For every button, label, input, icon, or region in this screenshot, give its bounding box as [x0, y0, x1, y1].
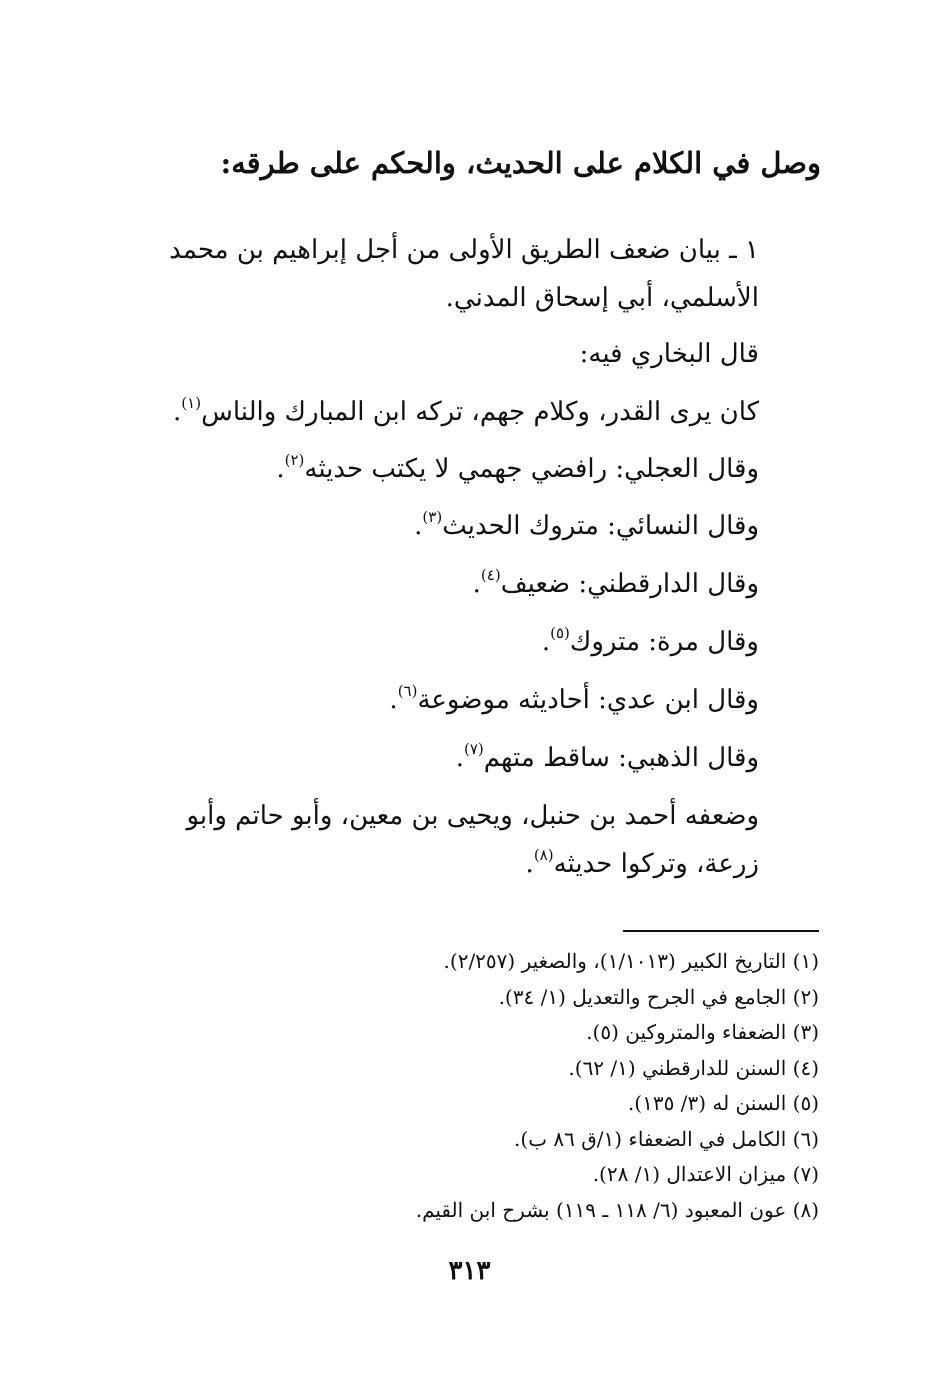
- paragraph-3: [118, 388, 821, 436]
- paragraph-text: قال البخاري فيه:: [579, 339, 759, 369]
- paragraph-4: [118, 445, 821, 493]
- footnote-item: (٢) الجامع في الجرح والتعديل (١/ ٣٤).: [498, 984, 819, 1009]
- sentence-end: .: [389, 685, 398, 715]
- paragraph-text: وقال مرة: متروك: [569, 627, 759, 657]
- paragraph-text: وقال الدارقطني: ضعيف: [500, 569, 759, 599]
- paragraph-10: [118, 792, 821, 888]
- footnote-ref[interactable]: (٣): [422, 508, 443, 526]
- paragraph-text: وقال الذهبي: ساقط متهم: [483, 743, 759, 773]
- sentence-end: .: [525, 849, 534, 879]
- footnote-ref[interactable]: (٨): [533, 846, 554, 864]
- footnote-item: (٥) السنن له (٣/ ١٣٥).: [627, 1091, 819, 1115]
- paragraph-text: ١ ـ بيان ضعف الطريق الأولى من أجل إبراهيم بن محمد الأسلمي، أبي إسحاق المدني.: [169, 235, 759, 313]
- paragraph-8: [118, 676, 821, 724]
- paragraph-text: وقال ابن عدي: أحاديثه موضوعة: [417, 685, 759, 715]
- paragraph-7: [118, 618, 821, 666]
- footnote-item: (٨) عون المعبود (٦/ ١١٨ ـ ١١٩) بشرح ابن القيم.: [415, 1197, 819, 1222]
- footnote-item: (١) التاريخ الكبير (١/١٠١٣)، والصغير (٢/٢٥٧).: [443, 949, 819, 973]
- sentence-end: .: [455, 743, 464, 773]
- paragraph-9: [118, 734, 821, 782]
- footnote-item: (٣) الضعفاء والمتروكين (٥).: [586, 1020, 819, 1044]
- paragraph-6: [118, 560, 821, 608]
- footnote-ref[interactable]: (٢): [284, 451, 305, 469]
- sentence-end: .: [472, 569, 481, 599]
- footnote-ref[interactable]: (٧): [463, 740, 484, 758]
- footnote-ref[interactable]: (٤): [480, 566, 501, 584]
- footnote-ref[interactable]: (٥): [550, 624, 570, 642]
- footnote-divider: [623, 930, 819, 932]
- paragraph-2: [118, 330, 821, 378]
- paragraph-text: وقال النسائي: متروك الحديث: [442, 511, 759, 541]
- footnote-item: (٦) الكامل في الضعفاء (١/ق ٨٦ ب).: [514, 1126, 819, 1151]
- sentence-end: .: [414, 511, 423, 541]
- section-heading: وصل في الكلام على الحديث، والحكم على طرقه:: [220, 146, 821, 180]
- footnote-item: (٧) ميزان الاعتدال (١/ ٢٨).: [592, 1162, 819, 1186]
- footnotes: [120, 944, 819, 1228]
- footnote-ref[interactable]: (٦): [397, 682, 418, 700]
- paragraph-1: [118, 226, 821, 322]
- sentence-end: .: [276, 454, 285, 484]
- footnote-item: (٤) السنن للدارقطني (١/ ٦٢).: [568, 1055, 819, 1080]
- page-number: ٣١٣: [448, 1256, 491, 1286]
- sentence-end: .: [173, 397, 182, 427]
- paragraph-text: وضعفه أحمد بن حنبل، ويحيى بن معين، وأبو حاتم وأبو زرعة، وتركوا حديثه: [186, 801, 759, 879]
- paragraph-text: وقال العجلي: رافضي جهمي لا يكتب حديثه: [304, 454, 759, 484]
- paragraph-text: كان يرى القدر، وكلام جهم، تركه ابن المبارك والناس: [201, 397, 759, 427]
- footnote-ref[interactable]: (١): [181, 394, 202, 412]
- paragraph-5: [118, 502, 821, 550]
- sentence-end: .: [541, 627, 551, 657]
